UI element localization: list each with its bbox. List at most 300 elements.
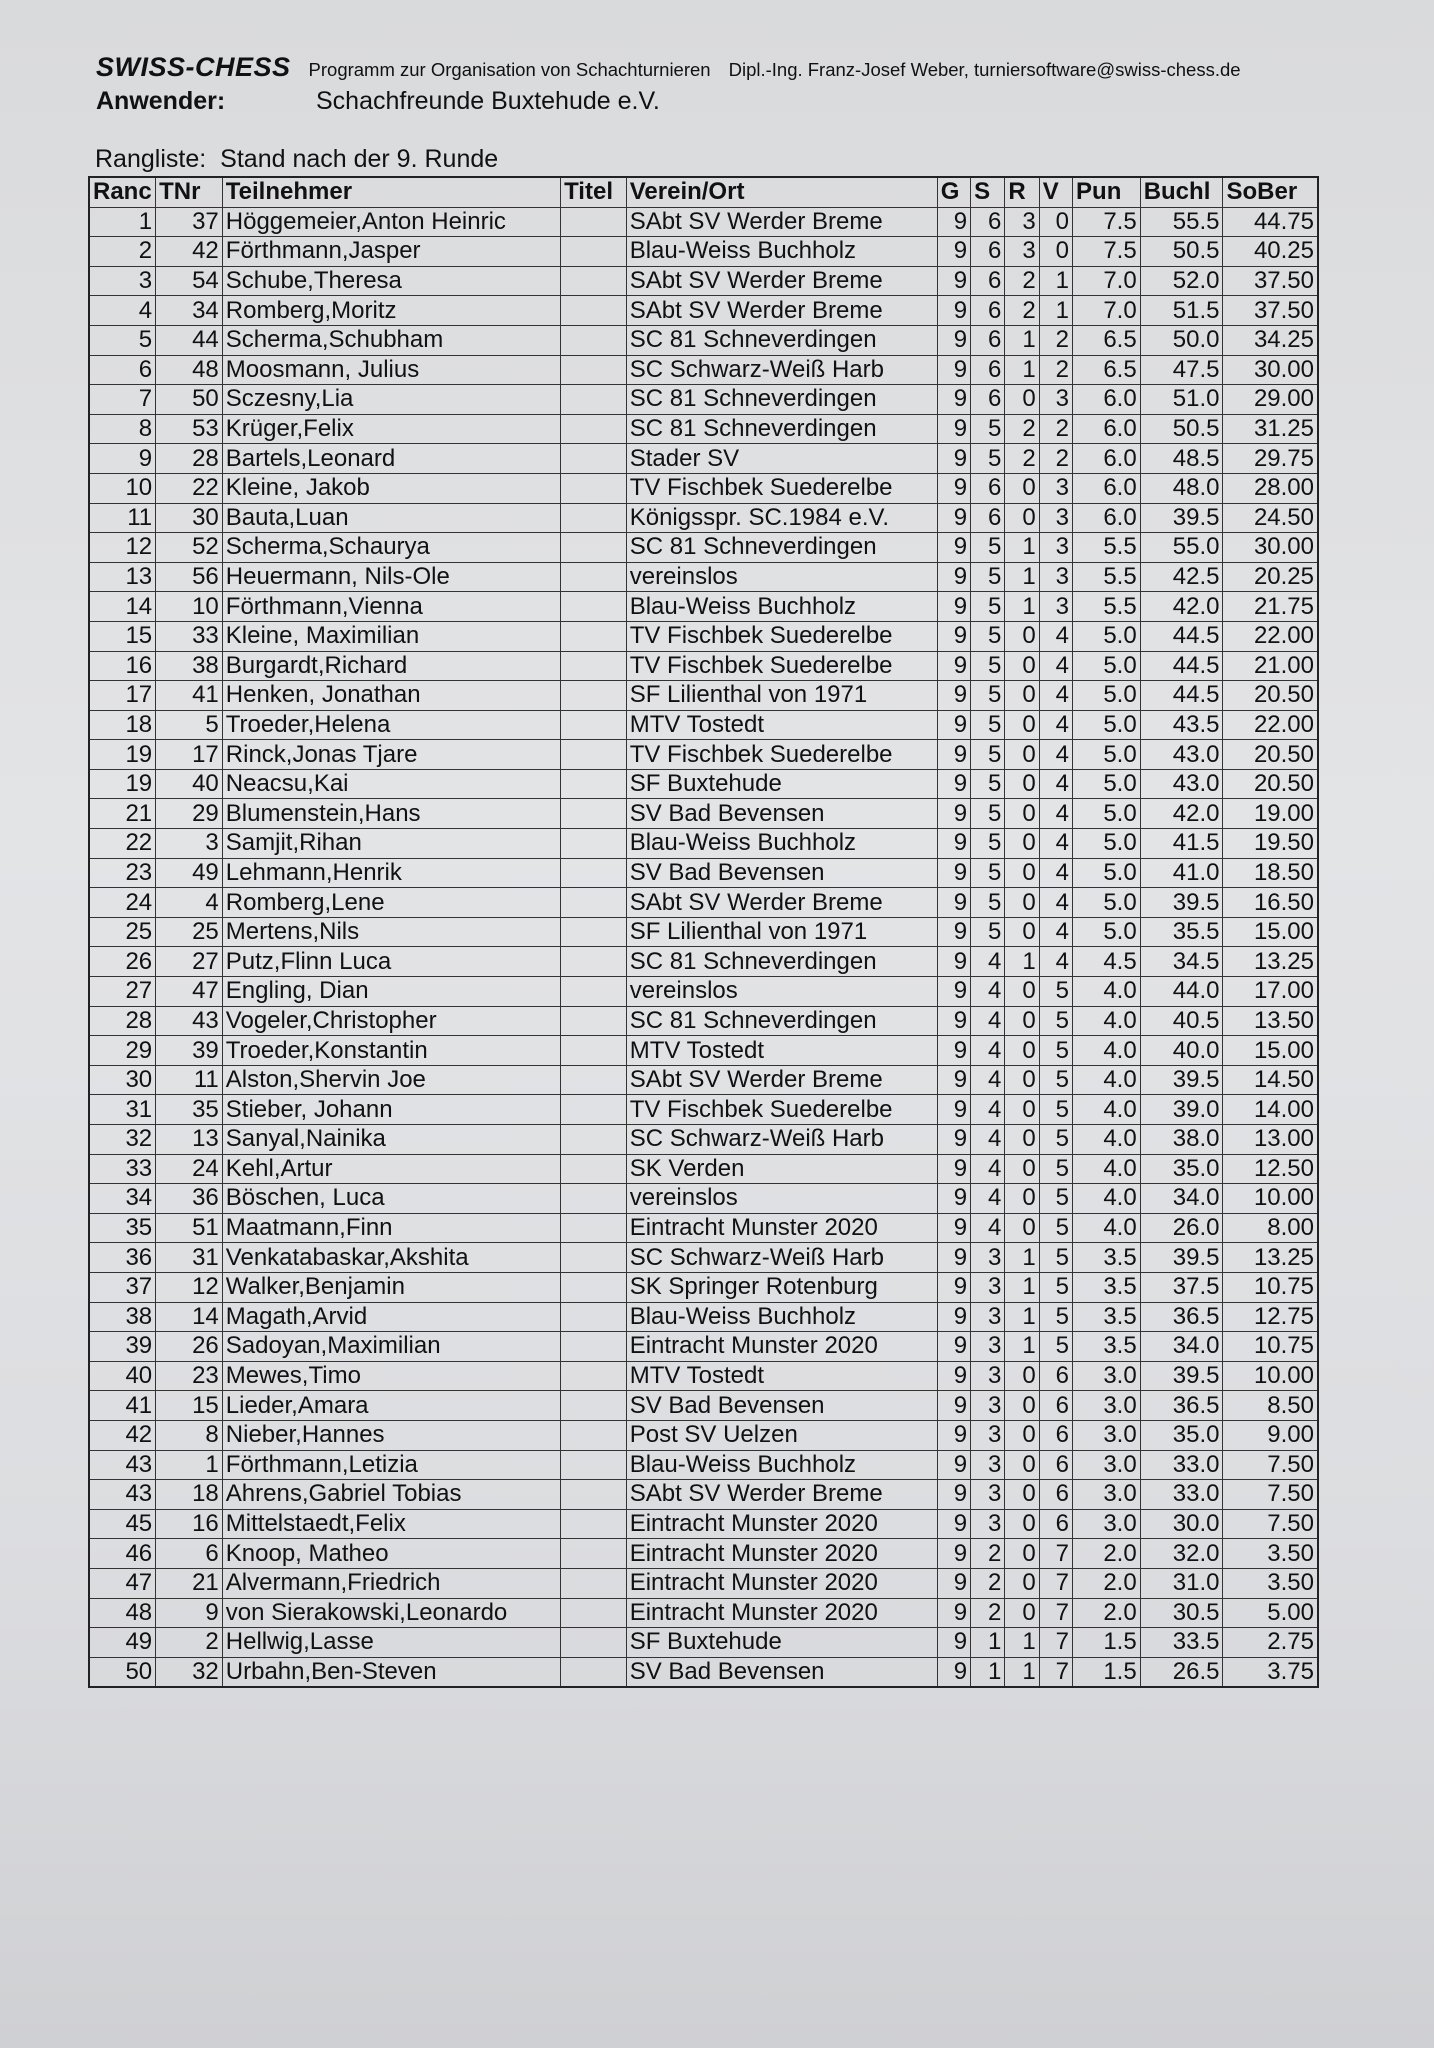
games-cell: 9 — [937, 1657, 970, 1687]
participant-cell: Putz,Flinn Luca — [222, 947, 560, 977]
table-row — [89, 1036, 1318, 1066]
tnr-cell: 37 — [156, 207, 223, 237]
title-cell — [561, 740, 627, 770]
tnr-cell: 44 — [156, 325, 223, 355]
buchholz-cell: 35.0 — [1140, 1420, 1223, 1450]
tnr-cell: 28 — [156, 444, 223, 474]
participant-cell: Sadoyan,Maximilian — [222, 1332, 560, 1362]
participant-cell: Troeder,Helena — [222, 710, 560, 740]
wins-cell: 5 — [971, 414, 1005, 444]
club-cell: Post SV Uelzen — [626, 1420, 937, 1450]
col-header-participant: Teilnehmer — [222, 177, 560, 207]
participant-cell: Maatmann,Finn — [222, 1213, 560, 1243]
title-cell — [561, 947, 627, 977]
points-cell: 3.0 — [1073, 1391, 1141, 1421]
buchholz-cell: 39.5 — [1140, 1065, 1223, 1095]
table-row — [89, 1539, 1318, 1569]
sonneborn-berger-cell: 19.50 — [1223, 829, 1318, 859]
title-cell — [561, 799, 627, 829]
games-cell: 9 — [937, 1480, 970, 1510]
draws-cell: 0 — [1005, 651, 1039, 681]
buchholz-cell: 37.5 — [1140, 1272, 1223, 1302]
software-brand: SWISS-CHESS — [96, 52, 291, 82]
title-cell — [561, 1213, 627, 1243]
draws-cell: 0 — [1005, 740, 1039, 770]
rank-cell: 16 — [89, 651, 156, 681]
sonneborn-berger-cell: 15.00 — [1223, 917, 1318, 947]
participant-cell: Mertens,Nils — [222, 917, 560, 947]
tnr-cell: 43 — [156, 1006, 223, 1036]
games-cell: 9 — [937, 296, 970, 326]
user-club: Schachfreunde Buxtehude e.V. — [316, 87, 660, 115]
games-cell: 9 — [937, 1420, 970, 1450]
draws-cell: 2 — [1005, 266, 1039, 296]
draws-cell: 2 — [1005, 444, 1039, 474]
wins-cell: 5 — [971, 533, 1005, 563]
buchholz-cell: 33.5 — [1140, 1628, 1223, 1658]
tnr-cell: 51 — [156, 1213, 223, 1243]
participant-cell: Höggemeier,Anton Heinric — [222, 207, 560, 237]
table-row — [89, 503, 1318, 533]
title-cell — [561, 1509, 627, 1539]
table-row — [89, 621, 1318, 651]
wins-cell: 6 — [971, 266, 1005, 296]
title-cell — [561, 533, 627, 563]
table-row — [89, 385, 1318, 415]
losses-cell: 1 — [1039, 266, 1072, 296]
wins-cell: 5 — [971, 444, 1005, 474]
draws-cell: 1 — [1005, 1657, 1039, 1687]
participant-cell: Alston,Shervin Joe — [222, 1065, 560, 1095]
wins-cell: 3 — [971, 1272, 1005, 1302]
sonneborn-berger-cell: 29.75 — [1223, 444, 1318, 474]
games-cell: 9 — [937, 710, 970, 740]
sonneborn-berger-cell: 21.75 — [1223, 592, 1318, 622]
games-cell: 9 — [937, 917, 970, 947]
table-row — [89, 444, 1318, 474]
buchholz-cell: 48.0 — [1140, 473, 1223, 503]
table-row — [89, 651, 1318, 681]
club-cell: SAbt SV Werder Breme — [626, 266, 937, 296]
wins-cell: 3 — [971, 1361, 1005, 1391]
col-header-losses: V — [1039, 177, 1072, 207]
points-cell: 5.0 — [1073, 710, 1141, 740]
draws-cell: 1 — [1005, 947, 1039, 977]
title-cell — [561, 1420, 627, 1450]
wins-cell: 5 — [971, 740, 1005, 770]
draws-cell: 1 — [1005, 355, 1039, 385]
points-cell: 6.0 — [1073, 473, 1141, 503]
games-cell: 9 — [937, 1095, 970, 1125]
col-header-rank: Ranc — [89, 177, 156, 207]
rank-cell: 42 — [89, 1420, 156, 1450]
losses-cell: 4 — [1039, 858, 1072, 888]
tnr-cell: 42 — [156, 237, 223, 267]
rank-cell: 22 — [89, 829, 156, 859]
points-cell: 3.5 — [1073, 1272, 1141, 1302]
rank-cell: 24 — [89, 888, 156, 918]
games-cell: 9 — [937, 1391, 970, 1421]
sonneborn-berger-cell: 12.75 — [1223, 1302, 1318, 1332]
draws-cell: 0 — [1005, 1509, 1039, 1539]
draws-cell: 0 — [1005, 503, 1039, 533]
rank-cell: 11 — [89, 503, 156, 533]
draws-cell: 0 — [1005, 977, 1039, 1007]
wins-cell: 3 — [971, 1480, 1005, 1510]
club-cell: SC 81 Schneverdingen — [626, 947, 937, 977]
points-cell: 5.5 — [1073, 562, 1141, 592]
games-cell: 9 — [937, 769, 970, 799]
games-cell: 9 — [937, 266, 970, 296]
points-cell: 4.0 — [1073, 1006, 1141, 1036]
rank-cell: 23 — [89, 858, 156, 888]
caption-label: Rangliste: — [95, 145, 207, 173]
losses-cell: 5 — [1039, 1036, 1072, 1066]
participant-cell: Troeder,Konstantin — [222, 1036, 560, 1066]
title-cell — [561, 1095, 627, 1125]
caption-value: Stand nach der 9. Runde — [220, 145, 499, 173]
title-cell — [561, 296, 627, 326]
losses-cell: 6 — [1039, 1450, 1072, 1480]
sonneborn-berger-cell: 13.50 — [1223, 1006, 1318, 1036]
games-cell: 9 — [937, 681, 970, 711]
rank-cell: 31 — [89, 1095, 156, 1125]
games-cell: 9 — [937, 1213, 970, 1243]
rank-cell: 45 — [89, 1509, 156, 1539]
losses-cell: 1 — [1039, 296, 1072, 326]
buchholz-cell: 47.5 — [1140, 355, 1223, 385]
points-cell: 5.0 — [1073, 858, 1141, 888]
club-cell: SC 81 Schneverdingen — [626, 1006, 937, 1036]
table-row — [89, 829, 1318, 859]
title-cell — [561, 1243, 627, 1273]
club-cell: SC 81 Schneverdingen — [626, 385, 937, 415]
table-row — [89, 1154, 1318, 1184]
games-cell: 9 — [937, 1006, 970, 1036]
participant-cell: Sanyal,Nainika — [222, 1125, 560, 1155]
tnr-cell: 39 — [156, 1036, 223, 1066]
draws-cell: 0 — [1005, 1450, 1039, 1480]
buchholz-cell: 55.0 — [1140, 533, 1223, 563]
rank-cell: 39 — [89, 1332, 156, 1362]
points-cell: 3.0 — [1073, 1450, 1141, 1480]
games-cell: 9 — [937, 1332, 970, 1362]
tnr-cell: 13 — [156, 1125, 223, 1155]
club-cell: Eintracht Munster 2020 — [626, 1598, 937, 1628]
club-cell: SV Bad Bevensen — [626, 1657, 937, 1687]
club-cell: Blau-Weiss Buchholz — [626, 1302, 937, 1332]
table-row — [89, 266, 1318, 296]
tnr-cell: 49 — [156, 858, 223, 888]
rank-cell: 9 — [89, 444, 156, 474]
points-cell: 4.0 — [1073, 1213, 1141, 1243]
sonneborn-berger-cell: 37.50 — [1223, 296, 1318, 326]
wins-cell: 6 — [971, 385, 1005, 415]
buchholz-cell: 44.5 — [1140, 621, 1223, 651]
buchholz-cell: 40.5 — [1140, 1006, 1223, 1036]
sonneborn-berger-cell: 3.75 — [1223, 1657, 1318, 1687]
buchholz-cell: 32.0 — [1140, 1539, 1223, 1569]
games-cell: 9 — [937, 1450, 970, 1480]
participant-cell: Kleine, Jakob — [222, 473, 560, 503]
draws-cell: 1 — [1005, 1332, 1039, 1362]
points-cell: 3.5 — [1073, 1302, 1141, 1332]
participant-cell: Förthmann,Jasper — [222, 237, 560, 267]
losses-cell: 4 — [1039, 888, 1072, 918]
games-cell: 9 — [937, 1272, 970, 1302]
title-cell — [561, 829, 627, 859]
draws-cell: 0 — [1005, 1361, 1039, 1391]
points-cell: 5.0 — [1073, 621, 1141, 651]
tnr-cell: 6 — [156, 1539, 223, 1569]
participant-cell: Ahrens,Gabriel Tobias — [222, 1480, 560, 1510]
wins-cell: 5 — [971, 888, 1005, 918]
title-cell — [561, 503, 627, 533]
wins-cell: 6 — [971, 355, 1005, 385]
rank-cell: 43 — [89, 1480, 156, 1510]
participant-cell: Romberg,Moritz — [222, 296, 560, 326]
user-label: Anwender: — [96, 87, 226, 115]
table-row — [89, 858, 1318, 888]
buchholz-cell: 50.5 — [1140, 414, 1223, 444]
rank-cell: 33 — [89, 1154, 156, 1184]
buchholz-cell: 44.5 — [1140, 681, 1223, 711]
games-cell: 9 — [937, 1243, 970, 1273]
tnr-cell: 25 — [156, 917, 223, 947]
sonneborn-berger-cell: 30.00 — [1223, 355, 1318, 385]
club-cell: Eintracht Munster 2020 — [626, 1509, 937, 1539]
participant-cell: Sczesny,Lia — [222, 385, 560, 415]
buchholz-cell: 42.0 — [1140, 592, 1223, 622]
games-cell: 9 — [937, 444, 970, 474]
wins-cell: 4 — [971, 1006, 1005, 1036]
draws-cell: 0 — [1005, 1598, 1039, 1628]
participant-cell: Lieder,Amara — [222, 1391, 560, 1421]
participant-cell: Blumenstein,Hans — [222, 799, 560, 829]
club-cell: Blau-Weiss Buchholz — [626, 829, 937, 859]
participant-cell: Urbahn,Ben-Steven — [222, 1657, 560, 1687]
sonneborn-berger-cell: 7.50 — [1223, 1509, 1318, 1539]
title-cell — [561, 414, 627, 444]
participant-cell: Knoop, Matheo — [222, 1539, 560, 1569]
buchholz-cell: 39.5 — [1140, 503, 1223, 533]
buchholz-cell: 38.0 — [1140, 1125, 1223, 1155]
draws-cell: 0 — [1005, 888, 1039, 918]
table-row — [89, 1598, 1318, 1628]
games-cell: 9 — [937, 947, 970, 977]
sonneborn-berger-cell: 10.75 — [1223, 1272, 1318, 1302]
draws-cell: 0 — [1005, 385, 1039, 415]
buchholz-cell: 34.0 — [1140, 1184, 1223, 1214]
games-cell: 9 — [937, 829, 970, 859]
tnr-cell: 2 — [156, 1628, 223, 1658]
draws-cell: 1 — [1005, 1272, 1039, 1302]
draws-cell: 0 — [1005, 1420, 1039, 1450]
participant-cell: Vogeler,Christopher — [222, 1006, 560, 1036]
games-cell: 9 — [937, 1568, 970, 1598]
club-cell: vereinslos — [626, 1184, 937, 1214]
rank-cell: 7 — [89, 385, 156, 415]
rank-cell: 40 — [89, 1361, 156, 1391]
tnr-cell: 48 — [156, 355, 223, 385]
draws-cell: 0 — [1005, 473, 1039, 503]
tnr-cell: 47 — [156, 977, 223, 1007]
tnr-cell: 53 — [156, 414, 223, 444]
club-cell: SAbt SV Werder Breme — [626, 1480, 937, 1510]
losses-cell: 4 — [1039, 651, 1072, 681]
losses-cell: 5 — [1039, 977, 1072, 1007]
points-cell: 4.5 — [1073, 947, 1141, 977]
buchholz-cell: 44.5 — [1140, 651, 1223, 681]
buchholz-cell: 52.0 — [1140, 266, 1223, 296]
wins-cell: 3 — [971, 1450, 1005, 1480]
tnr-cell: 5 — [156, 710, 223, 740]
title-cell — [561, 1302, 627, 1332]
draws-cell: 0 — [1005, 858, 1039, 888]
losses-cell: 7 — [1039, 1568, 1072, 1598]
games-cell: 9 — [937, 1154, 970, 1184]
tnr-cell: 4 — [156, 888, 223, 918]
buchholz-cell: 55.5 — [1140, 207, 1223, 237]
games-cell: 9 — [937, 325, 970, 355]
losses-cell: 2 — [1039, 444, 1072, 474]
club-cell: SAbt SV Werder Breme — [626, 296, 937, 326]
col-header-club: Verein/Ort — [626, 177, 937, 207]
rank-cell: 19 — [89, 769, 156, 799]
draws-cell: 0 — [1005, 1539, 1039, 1569]
tnr-cell: 23 — [156, 1361, 223, 1391]
table-row — [89, 237, 1318, 267]
games-cell: 9 — [937, 977, 970, 1007]
games-cell: 9 — [937, 1036, 970, 1066]
losses-cell: 3 — [1039, 503, 1072, 533]
sonneborn-berger-cell: 14.00 — [1223, 1095, 1318, 1125]
wins-cell: 5 — [971, 799, 1005, 829]
club-cell: Stader SV — [626, 444, 937, 474]
title-cell — [561, 1184, 627, 1214]
buchholz-cell: 39.5 — [1140, 1243, 1223, 1273]
sonneborn-berger-cell: 7.50 — [1223, 1450, 1318, 1480]
rank-cell: 37 — [89, 1272, 156, 1302]
points-cell: 4.0 — [1073, 1154, 1141, 1184]
rank-cell: 41 — [89, 1391, 156, 1421]
table-row — [89, 917, 1318, 947]
club-cell: Blau-Weiss Buchholz — [626, 1450, 937, 1480]
wins-cell: 5 — [971, 592, 1005, 622]
wins-cell: 3 — [971, 1420, 1005, 1450]
author-contact: Dipl.-Ing. Franz-Josef Weber, turniersoftware@swiss-chess.de — [728, 59, 1241, 80]
table-row — [89, 1568, 1318, 1598]
tnr-cell: 35 — [156, 1095, 223, 1125]
points-cell: 5.0 — [1073, 651, 1141, 681]
standings-caption — [95, 145, 498, 174]
wins-cell: 4 — [971, 1065, 1005, 1095]
losses-cell: 6 — [1039, 1480, 1072, 1510]
buchholz-cell: 51.0 — [1140, 385, 1223, 415]
games-cell: 9 — [937, 1184, 970, 1214]
title-cell — [561, 1361, 627, 1391]
points-cell: 1.5 — [1073, 1657, 1141, 1687]
wins-cell: 5 — [971, 769, 1005, 799]
participant-cell: Scherma,Schaurya — [222, 533, 560, 563]
wins-cell: 4 — [971, 977, 1005, 1007]
sonneborn-berger-cell: 8.00 — [1223, 1213, 1318, 1243]
rank-cell: 50 — [89, 1657, 156, 1687]
rank-cell: 28 — [89, 1006, 156, 1036]
participant-cell: Stieber, Johann — [222, 1095, 560, 1125]
title-cell — [561, 769, 627, 799]
title-cell — [561, 888, 627, 918]
participant-cell: Henken, Jonathan — [222, 681, 560, 711]
sonneborn-berger-cell: 22.00 — [1223, 710, 1318, 740]
points-cell: 1.5 — [1073, 1628, 1141, 1658]
club-cell: MTV Tostedt — [626, 1036, 937, 1066]
title-cell — [561, 1125, 627, 1155]
rank-cell: 49 — [89, 1628, 156, 1658]
col-header-sonneborn-berger: SoBer — [1223, 177, 1318, 207]
draws-cell: 1 — [1005, 1243, 1039, 1273]
wins-cell: 6 — [971, 237, 1005, 267]
losses-cell: 5 — [1039, 1125, 1072, 1155]
participant-cell: Krüger,Felix — [222, 414, 560, 444]
club-cell: SC 81 Schneverdingen — [626, 414, 937, 444]
club-cell: TV Fischbek Suederelbe — [626, 651, 937, 681]
rank-cell: 19 — [89, 740, 156, 770]
buchholz-cell: 48.5 — [1140, 444, 1223, 474]
club-cell: SF Buxtehude — [626, 1628, 937, 1658]
games-cell: 9 — [937, 858, 970, 888]
buchholz-cell: 34.5 — [1140, 947, 1223, 977]
games-cell: 9 — [937, 888, 970, 918]
title-cell — [561, 266, 627, 296]
club-cell: SV Bad Bevensen — [626, 799, 937, 829]
col-header-tnr: TNr — [156, 177, 223, 207]
points-cell: 4.0 — [1073, 1184, 1141, 1214]
losses-cell: 5 — [1039, 1184, 1072, 1214]
games-cell: 9 — [937, 1302, 970, 1332]
wins-cell: 4 — [971, 1184, 1005, 1214]
rank-cell: 30 — [89, 1065, 156, 1095]
points-cell: 5.0 — [1073, 917, 1141, 947]
tnr-cell: 30 — [156, 503, 223, 533]
participant-cell: Bauta,Luan — [222, 503, 560, 533]
col-header-title: Titel — [561, 177, 627, 207]
games-cell: 9 — [937, 1539, 970, 1569]
losses-cell: 5 — [1039, 1332, 1072, 1362]
losses-cell: 2 — [1039, 355, 1072, 385]
table-row — [89, 769, 1318, 799]
losses-cell: 6 — [1039, 1420, 1072, 1450]
wins-cell: 3 — [971, 1302, 1005, 1332]
rank-cell: 38 — [89, 1302, 156, 1332]
club-cell: SC 81 Schneverdingen — [626, 325, 937, 355]
rank-cell: 25 — [89, 917, 156, 947]
sonneborn-berger-cell: 10.75 — [1223, 1332, 1318, 1362]
title-cell — [561, 473, 627, 503]
points-cell: 3.5 — [1073, 1332, 1141, 1362]
buchholz-cell: 26.5 — [1140, 1657, 1223, 1687]
participant-cell: Neacsu,Kai — [222, 769, 560, 799]
sonneborn-berger-cell: 20.50 — [1223, 740, 1318, 770]
table-row — [89, 414, 1318, 444]
losses-cell: 7 — [1039, 1598, 1072, 1628]
title-cell — [561, 858, 627, 888]
points-cell: 7.5 — [1073, 237, 1141, 267]
tnr-cell: 54 — [156, 266, 223, 296]
participant-cell: Alvermann,Friedrich — [222, 1568, 560, 1598]
col-header-wins: S — [971, 177, 1005, 207]
tnr-cell: 33 — [156, 621, 223, 651]
